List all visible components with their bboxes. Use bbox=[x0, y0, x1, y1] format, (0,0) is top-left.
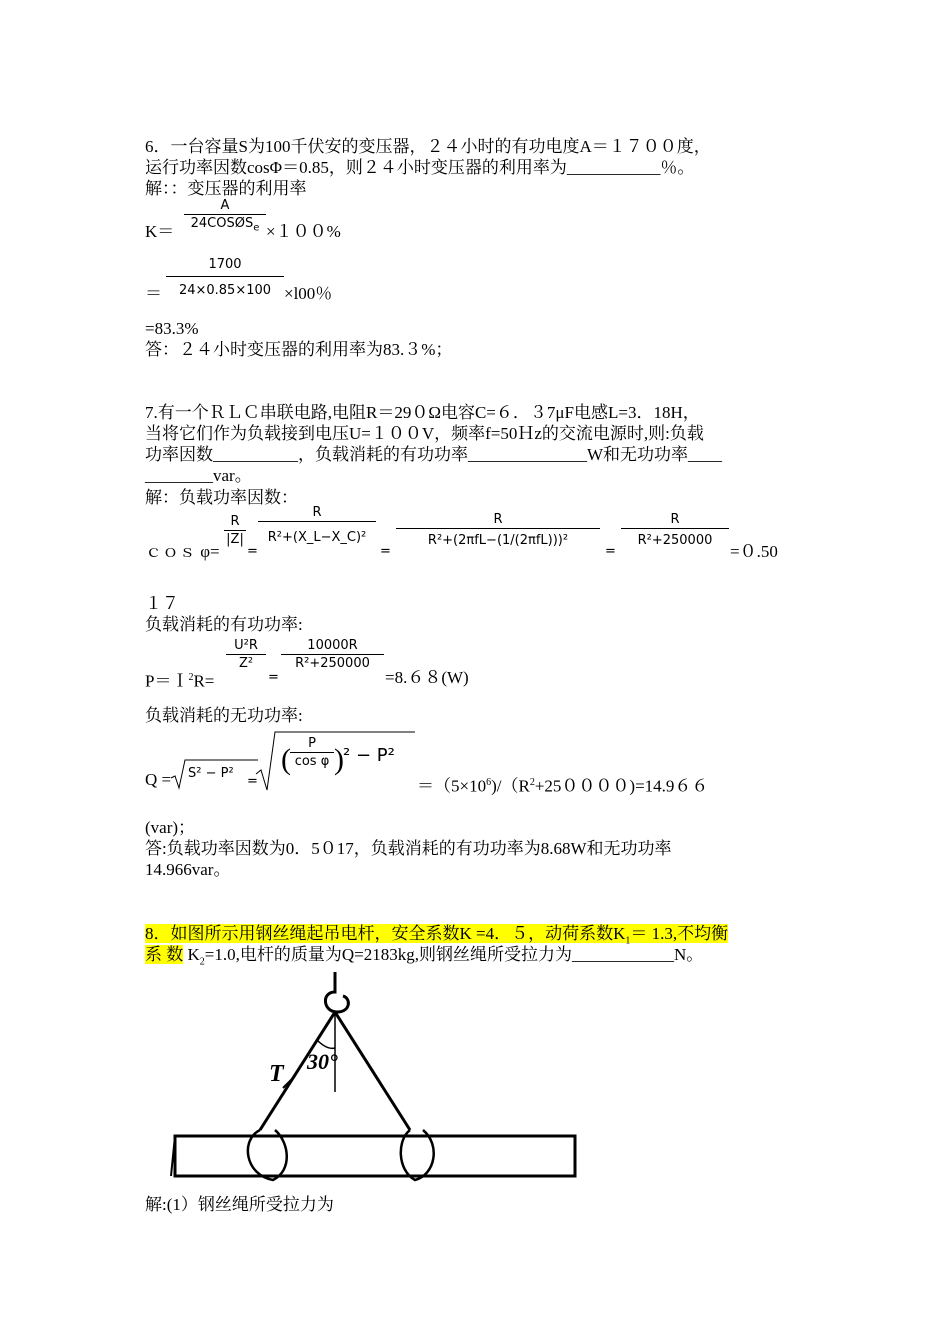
q7-cos-frac-1 bbox=[224, 514, 246, 547]
q7-eq-sign-1: = bbox=[247, 544, 258, 559]
q6-line-2: 运行功率因数cosΦ＝0.85，则２４小时变压器的利用率为___________％。 bbox=[145, 158, 695, 177]
q6-k-denominator: 24COSØS bbox=[190, 216, 254, 231]
q7-f4-denominator: R²+250000 bbox=[637, 533, 713, 548]
q6-answer: 答：２４小时变压器的利用率为83.３%； bbox=[145, 340, 453, 359]
q6-result: =83.3% bbox=[145, 319, 199, 338]
q6-k-fraction bbox=[184, 198, 266, 234]
q7-q-paren-open: ( bbox=[281, 743, 291, 776]
q7-f3-numerator: R bbox=[396, 512, 600, 529]
q7-q-prefix: Q = bbox=[145, 770, 172, 789]
q7-q-paren-close: ) bbox=[334, 743, 344, 776]
q6-eq2-denominator: 24×0.85×100 bbox=[178, 283, 272, 298]
q7-f2-denominator: R²+(X_L−X_C)² bbox=[267, 530, 367, 545]
q7-q-label: 负载消耗的无功功率: bbox=[145, 706, 303, 725]
q7-p-result: =8.６８(W) bbox=[385, 668, 469, 687]
q7-p-eq-sign: = bbox=[268, 670, 279, 685]
q7-line-4: ________var。 bbox=[145, 466, 252, 485]
q6-eq2-fraction bbox=[166, 257, 284, 298]
q7-q-inner-numerator: P bbox=[308, 736, 316, 751]
tension-label: T bbox=[269, 1061, 284, 1087]
q7-p-frac-1 bbox=[226, 638, 266, 671]
q8-solution: 解:(1）钢丝绳所受拉力为 bbox=[145, 1195, 334, 1214]
q7-f4-numerator: R bbox=[621, 512, 729, 529]
q7-cos-frac-4 bbox=[621, 512, 729, 548]
q7-q-inner-denominator: cos φ bbox=[290, 752, 334, 769]
q7-p-mid: R= bbox=[193, 671, 215, 691]
q7-f1-denominator: |Z| bbox=[226, 532, 244, 547]
q7-cos-prefix: ｃｏｓ φ= bbox=[145, 542, 220, 561]
q7-line-3: 功率因数__________，负载消耗的有功功率______________W和无功功率____ bbox=[145, 445, 723, 464]
q7-q-unit: (var)； bbox=[145, 818, 196, 837]
q7-f1-numerator: R bbox=[224, 514, 246, 531]
q7-cos-frac-3 bbox=[396, 512, 600, 548]
q7-p-frac-2 bbox=[281, 638, 384, 671]
right-rope bbox=[335, 1012, 410, 1130]
q6-eq2-prefix: ＝ bbox=[145, 284, 162, 303]
q7-q-result-a: ＝（5×10 bbox=[417, 776, 487, 796]
q7-q-result-b: )/（R bbox=[491, 776, 530, 796]
q6-k-den-sub: e bbox=[253, 222, 260, 234]
angle-label: 30° bbox=[307, 1049, 338, 1074]
q8-line-2-a: 系 数 bbox=[145, 945, 184, 964]
q7-cos-continuation: １７ bbox=[145, 594, 179, 613]
q7-cos-result: =０.50 bbox=[730, 542, 778, 561]
q7-eq-sign-3: = bbox=[605, 544, 616, 559]
q6-k-suffix: ×１００% bbox=[266, 222, 341, 241]
q7-answer-1: 答:负载功率因数为0．5０17，负载消耗的有功功率为8.68W和无功功率 bbox=[145, 839, 672, 858]
q7-solution-label: 解：负载功率因数： bbox=[145, 488, 298, 507]
q6-eq2-suffix: ×l00％ bbox=[284, 284, 333, 303]
q7-answer-2: 14.966var。 bbox=[145, 860, 231, 879]
q7-q-tail: ² − P² bbox=[343, 745, 395, 766]
q6-k-numerator: A bbox=[184, 198, 266, 215]
q8-line-2-c: =1.0,电杆的质量为Q=2183kg,则钢丝绳所受拉力为____________N。 bbox=[204, 945, 704, 964]
q7-p1-numerator: U²R bbox=[226, 638, 266, 655]
q7-line-2: 当将它们作为负载接到电压U=１００V，频率f=50Ｈz的交流电源时,则:负载 bbox=[145, 424, 704, 443]
q8-line-2-sub: 2 bbox=[199, 956, 205, 968]
q7-q-eq-sign: = bbox=[247, 774, 258, 789]
q7-f3-denominator: R²+(2πfL−(1/(2πfL)))² bbox=[427, 533, 569, 548]
q7-p2-denominator: R²+250000 bbox=[295, 656, 370, 671]
q7-f2-numerator: R bbox=[258, 505, 376, 522]
q8-line-1-b: ＝ 1.3,不均衡 bbox=[630, 924, 729, 943]
q7-cos-frac-2 bbox=[258, 505, 376, 545]
q6-k-prefix: K＝ bbox=[145, 222, 175, 241]
q7-p-formula: P＝Ｉ$^2$R= bbox=[145, 671, 215, 691]
q7-p2-numerator: 10000R bbox=[281, 638, 384, 655]
q6-solution-label: 解：：变压器的利用率 bbox=[145, 179, 307, 198]
q8-line-2 bbox=[145, 945, 703, 972]
q7-p-label: 负载消耗的有功功率: bbox=[145, 615, 303, 634]
angle-arc bbox=[317, 1040, 335, 1048]
q6-eq2-numerator: 1700 bbox=[166, 257, 284, 277]
q7-eq-sign-2: = bbox=[380, 544, 391, 559]
q7-q-sqrt-1: S² − P² bbox=[188, 766, 234, 781]
q7-q-result: $=(5\times 10^6)/(R^2+250000)=14.966$ bbox=[417, 776, 709, 796]
lifting-diagram bbox=[165, 970, 590, 1185]
q7-p-prefix: P＝Ｉ bbox=[145, 671, 189, 691]
q7-line-1: 7.有一个ＲＬＣ串联电路,电阻R＝29０Ω电容C=６．３7μF电感L=3．18H， bbox=[145, 403, 700, 422]
q7-p1-denominator: Z² bbox=[238, 656, 254, 671]
pole bbox=[175, 1136, 575, 1176]
hook-icon bbox=[325, 972, 348, 1012]
q7-q-result-c: +25００００)=14.9６６ bbox=[534, 776, 709, 796]
q7-q-inner-fraction bbox=[290, 736, 334, 769]
q6-line-1: 6．一台容量S为100千伏安的变压器，２４小时的有功电度A＝１７００度， bbox=[145, 137, 711, 156]
q8-line-1-a: 8．如图所示用钢丝绳起吊电杆，安全系数K =4．５，动荷系数K bbox=[145, 924, 626, 943]
q8-line-1-sub: 1 bbox=[625, 935, 631, 947]
q8-line-2-b: K bbox=[187, 945, 200, 964]
